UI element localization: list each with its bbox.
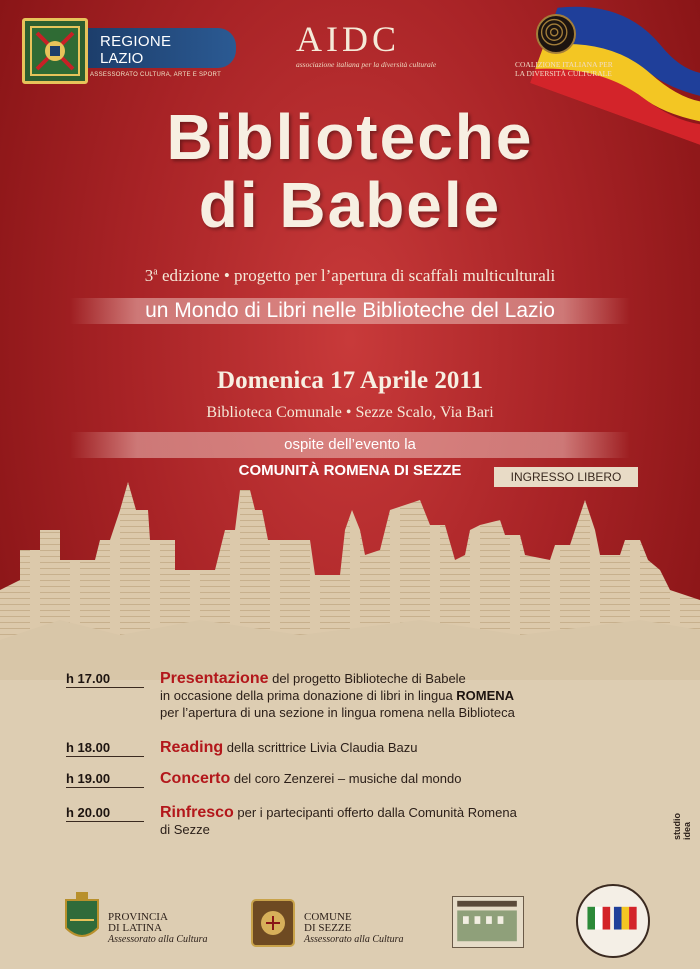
guest-prefix: ospite dell’evento la (284, 436, 416, 453)
title-line-2: di Babele (198, 169, 502, 241)
tagline: un Mondo di Libri nelle Biblioteche del Lazio (145, 299, 555, 322)
provincia-line3: Assessorato alla Cultura (108, 934, 208, 945)
aidc-logo: AIDC (296, 19, 400, 59)
programme-line: per l’apertura di una sezione in lingua romena nella Biblioteca (160, 705, 515, 720)
programme-line: del progetto Biblioteche di Babele (268, 671, 466, 686)
programme-line: del coro Zenzerei – musiche dal mondo (230, 771, 462, 786)
programme-title: Reading (160, 739, 224, 756)
title-line-1: Biblioteche (166, 101, 534, 173)
programme-item (66, 770, 636, 792)
regione-lazio-crest-icon (22, 18, 88, 84)
tagline-band (70, 298, 630, 324)
comune-text (304, 912, 403, 945)
programme-item (66, 804, 636, 844)
programme-body (160, 770, 630, 787)
event-date: Domenica 17 Aprile 2011 (217, 367, 483, 394)
programme-line: della scrittrice Livia Claudia Bazu (223, 740, 418, 755)
provincia-crest-icon (60, 890, 104, 946)
comune-line2: DI SEZZE (304, 922, 352, 934)
programme-time: h 18.00 (66, 739, 144, 757)
programme-title: Rinfresco (160, 804, 234, 821)
coalizione-text (515, 60, 613, 78)
edition-text: edizione • progetto per l’apertura di scaffali multiculturali (157, 266, 556, 285)
event-venue: Biblioteca Comunale • Sezze Scalo, Via Bari (206, 404, 494, 421)
provincia-text (108, 912, 207, 945)
provincia-line2: DI LATINA (108, 922, 163, 934)
programme-title: Concerto (160, 770, 231, 787)
programme-line: per i partecipanti offerto dalla Comunità Romena (233, 805, 517, 820)
programme-body (160, 804, 630, 838)
programme-time: h 19.00 (66, 770, 144, 788)
programme-time: h 20.00 (66, 804, 144, 822)
programme-item (66, 739, 636, 761)
coalizione-line2: LA DIVERSITÀ CULTURALE (515, 69, 612, 78)
programme-item (66, 670, 636, 730)
coalizione-logo-icon (536, 14, 576, 54)
coalizione-line1: COALIZIONE ITALIANA PER (515, 60, 613, 69)
provincia-line1: PROVINCIA (108, 911, 168, 923)
entry-badge: INGRESSO LIBERO (494, 467, 638, 487)
aidc-subtitle: associazione italiana per la diversità culturale (296, 60, 437, 69)
assessorato-label: ASSESSORATO CULTURA, ARTE E SPORT (90, 72, 222, 78)
regione-label: REGIONE (100, 33, 172, 50)
comune-line3: Assessorato alla Cultura (304, 934, 404, 945)
association-badge-icon (576, 884, 650, 958)
programme-title: Presentazione (160, 670, 269, 687)
programme-body (160, 739, 630, 756)
comune-crest-icon (248, 894, 298, 950)
credit: studio idea (672, 813, 692, 840)
programme-emphasis: ROMENA (456, 688, 515, 703)
comune-line1: COMUNE (304, 911, 352, 923)
edition-superscript: a (153, 266, 158, 278)
lazio-label: LAZIO (100, 50, 144, 67)
edition-line (0, 266, 700, 286)
programme-line: in occasione della prima donazione di libri in lingua (160, 688, 457, 703)
programme-line: di Sezze (160, 822, 210, 837)
programme-body (160, 670, 630, 721)
edition-number: 3 (144, 266, 154, 285)
guest-name: COMUNITÀ ROMENA DI SEZZE (238, 462, 462, 479)
programme-time: h 17.00 (66, 670, 144, 688)
library-building-image (452, 896, 524, 948)
